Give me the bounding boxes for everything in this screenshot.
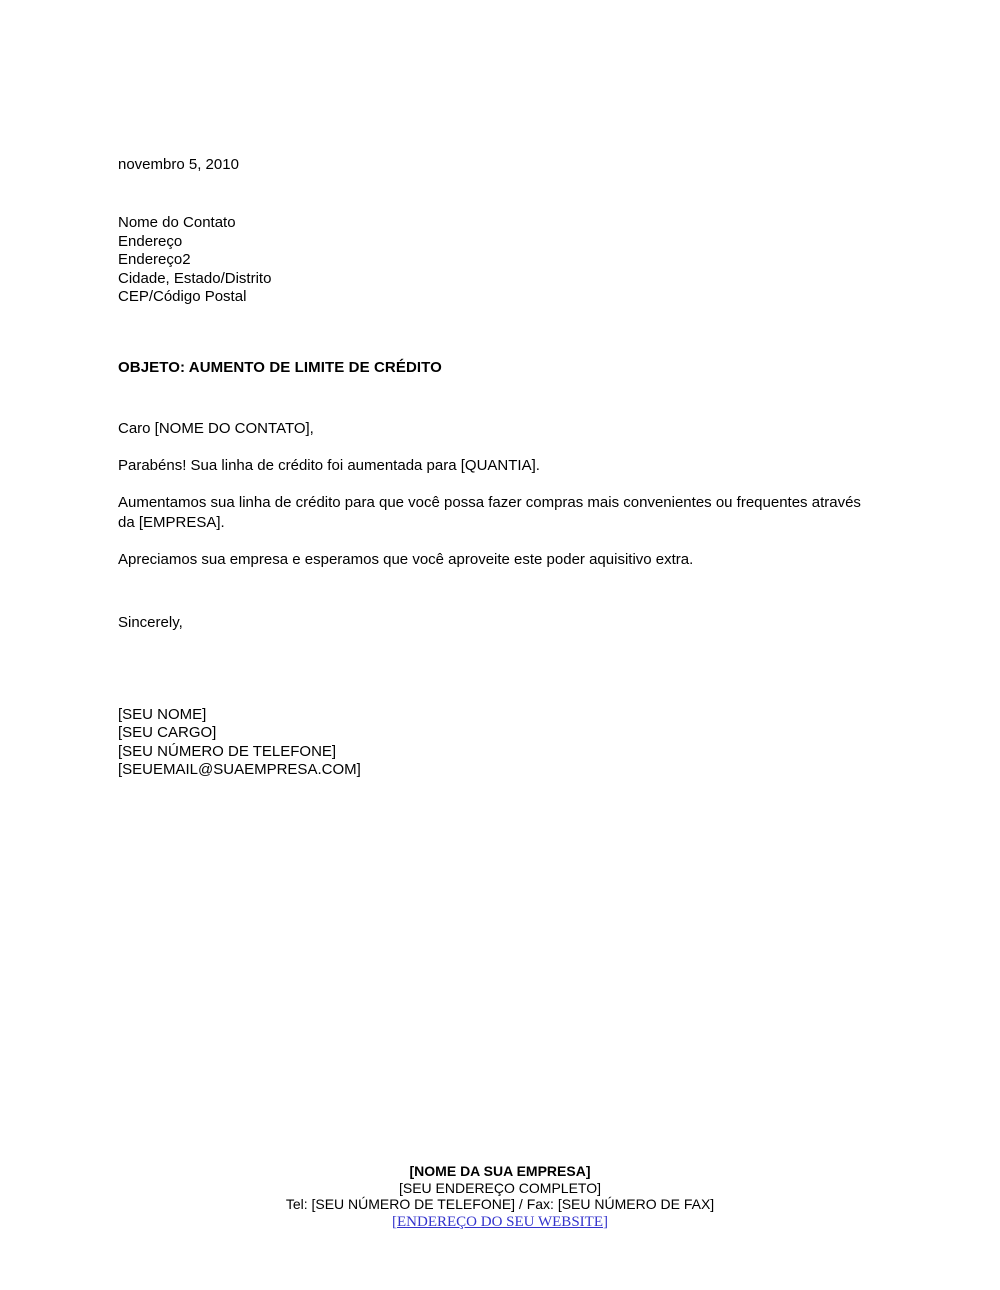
recipient-address-block — [118, 214, 880, 307]
footer-company-name: [NOME DA SUA EMPRESA] — [409, 1163, 591, 1179]
body-paragraph: Apreciamos sua empresa e esperamos que você aproveite este poder aquisitivo extra. — [118, 551, 694, 568]
address-line: CEP/Código Postal — [118, 288, 247, 305]
letter-date: novembro 5, 2010 — [118, 156, 239, 173]
footer-contact: Tel: [SEU NÚMERO DE TELEFONE] / Fax: [SEU NÚMERO DE FAX] — [285, 1196, 715, 1212]
footer-address: [SEU ENDEREÇO COMPLETO] — [398, 1179, 601, 1196]
letter-body — [118, 156, 880, 780]
signature-block — [118, 706, 880, 780]
address-line: Nome do Contato — [118, 214, 236, 231]
closing-salutation: Sincerely, — [118, 613, 183, 631]
signature-line: [SEU CARGO] — [118, 724, 217, 741]
body-paragraph: Parabéns! Sua linha de crédito foi aumentada para [QUANTIA]. — [118, 456, 540, 474]
page-footer — [0, 1163, 1000, 1230]
address-line: Endereço2 — [118, 251, 191, 268]
footer-website-link[interactable]: [ENDEREÇO DO SEU WEBSITE] — [392, 1213, 608, 1230]
address-line: Cidade, Estado/Distrito — [118, 269, 272, 287]
signature-line: [SEU NOME] — [118, 705, 207, 723]
signature-line: [SEU NÚMERO DE TELEFONE] — [118, 742, 337, 760]
body-paragraph: Aumentamos sua linha de crédito para que você possa fazer compras mais convenientes ou frequentes através da [EMPRESA]. — [118, 494, 861, 531]
subject-line: OBJETO: AUMENTO DE LIMITE DE CRÉDITO — [118, 358, 442, 376]
address-line: Endereço — [118, 232, 183, 250]
signature-line: [SEUEMAIL@SUAEMPRESA.COM] — [118, 761, 361, 778]
salutation: Caro [NOME DO CONTATO], — [118, 419, 314, 437]
